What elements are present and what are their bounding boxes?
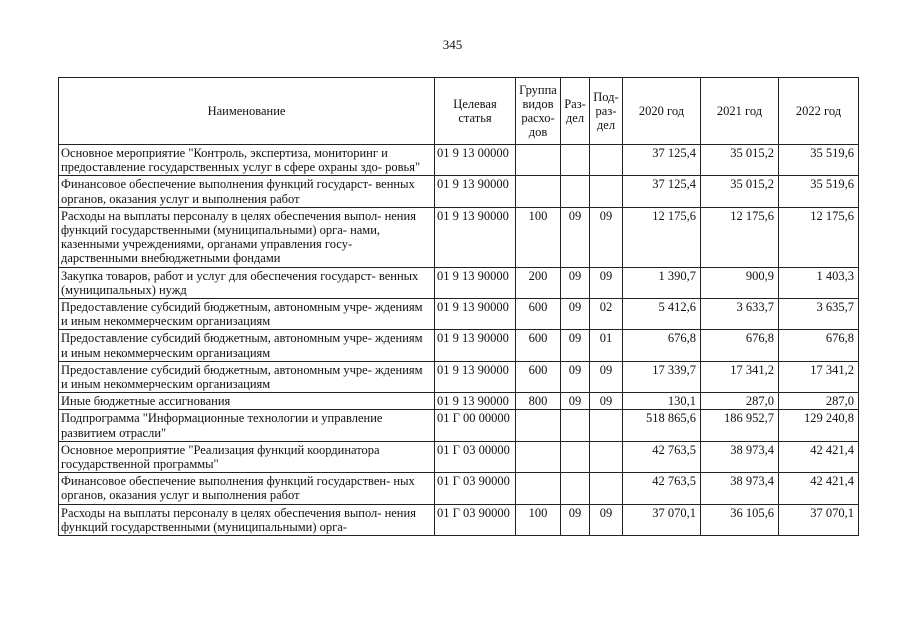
row-section: 09 [561,207,590,267]
row-expense-group [516,410,561,441]
row-section: 09 [561,299,590,330]
row-target-article: 01 Г 00 00000 [435,410,516,441]
row-expense-group [516,145,561,176]
row-amount-2021: 38 973,4 [701,473,779,504]
row-target-article: 01 9 13 90000 [435,299,516,330]
row-amount-2021: 38 973,4 [701,441,779,472]
row-amount-2020: 518 865,6 [623,410,701,441]
row-subsection: 02 [590,299,623,330]
row-section [561,410,590,441]
row-amount-2020: 42 763,5 [623,473,701,504]
row-amount-2021: 17 341,2 [701,361,779,392]
row-name: Основное мероприятие "Контроль, экспертиза, мониторинг и предоставление государственных услуг в сфере охраны здо- ровья" [59,145,435,176]
row-subsection [590,176,623,207]
row-expense-group: 600 [516,361,561,392]
row-expense-group: 200 [516,267,561,298]
row-name: Предоставление субсидий бюджетным, автономным учре- ждениям и иным некоммерческим организациям [59,330,435,361]
table-row [59,267,859,298]
row-amount-2022: 676,8 [779,330,859,361]
row-target-article: 01 9 13 90000 [435,267,516,298]
row-amount-2021: 287,0 [701,393,779,410]
row-amount-2022: 129 240,8 [779,410,859,441]
row-subsection [590,145,623,176]
row-section: 09 [561,504,590,535]
row-amount-2020: 1 390,7 [623,267,701,298]
header-subsection: Под- раз- дел [590,78,623,145]
row-name: Расходы на выплаты персоналу в целях обеспечения выпол- нения функций государственными (муниципальными) орга- нами, казенными учреждениями, органами управления госу- дарственными внебюджетными фондами [59,207,435,267]
row-section: 09 [561,330,590,361]
row-amount-2022: 35 519,6 [779,176,859,207]
row-amount-2020: 676,8 [623,330,701,361]
table-row [59,441,859,472]
row-subsection [590,441,623,472]
header-expense-group: Группа видов расхо- дов [516,78,561,145]
table-row [59,145,859,176]
row-subsection [590,473,623,504]
row-amount-2020: 12 175,6 [623,207,701,267]
row-section: 09 [561,267,590,298]
row-subsection: 09 [590,267,623,298]
row-amount-2022: 1 403,3 [779,267,859,298]
row-expense-group: 100 [516,207,561,267]
row-expense-group: 800 [516,393,561,410]
row-expense-group [516,176,561,207]
row-name: Финансовое обеспечение выполнения функций государствен- ных органов, оказания услуг и выполнения работ [59,473,435,504]
row-amount-2022: 42 421,4 [779,473,859,504]
row-section [561,473,590,504]
row-expense-group [516,473,561,504]
row-subsection: 09 [590,361,623,392]
row-name: Закупка товаров, работ и услуг для обеспечения государст- венных (муниципальных) нужд [59,267,435,298]
row-target-article: 01 9 13 90000 [435,361,516,392]
row-subsection: 09 [590,393,623,410]
row-amount-2022: 3 635,7 [779,299,859,330]
row-subsection: 09 [590,207,623,267]
row-target-article: 01 Г 03 00000 [435,441,516,472]
row-name: Предоставление субсидий бюджетным, автономным учре- ждениям и иным некоммерческим организациям [59,299,435,330]
row-subsection: 01 [590,330,623,361]
row-amount-2022: 287,0 [779,393,859,410]
table-row [59,361,859,392]
row-name: Предоставление субсидий бюджетным, автономным учре- ждениям и иным некоммерческим организациям [59,361,435,392]
row-amount-2021: 900,9 [701,267,779,298]
row-expense-group [516,441,561,472]
row-target-article: 01 9 13 90000 [435,393,516,410]
table-row [59,176,859,207]
row-amount-2020: 37 125,4 [623,145,701,176]
row-section: 09 [561,361,590,392]
header-section: Раз- дел [561,78,590,145]
header-year-2021: 2021 год [701,78,779,145]
row-section: 09 [561,393,590,410]
row-expense-group: 100 [516,504,561,535]
row-amount-2022: 37 070,1 [779,504,859,535]
header-year-2022: 2022 год [779,78,859,145]
row-section [561,176,590,207]
row-amount-2021: 186 952,7 [701,410,779,441]
row-amount-2020: 37 125,4 [623,176,701,207]
row-target-article: 01 9 13 90000 [435,330,516,361]
row-amount-2020: 130,1 [623,393,701,410]
row-section [561,145,590,176]
row-amount-2022: 35 519,6 [779,145,859,176]
row-amount-2020: 37 070,1 [623,504,701,535]
table-row [59,299,859,330]
row-amount-2021: 12 175,6 [701,207,779,267]
table-row [59,410,859,441]
row-target-article: 01 9 13 90000 [435,207,516,267]
table-row [59,393,859,410]
row-target-article: 01 Г 03 90000 [435,504,516,535]
header-target-article: Целевая статья [435,78,516,145]
row-target-article: 01 9 13 90000 [435,176,516,207]
row-target-article: 01 9 13 00000 [435,145,516,176]
table-row [59,473,859,504]
row-subsection: 09 [590,504,623,535]
row-amount-2021: 36 105,6 [701,504,779,535]
row-amount-2022: 12 175,6 [779,207,859,267]
table-row [59,330,859,361]
row-name: Иные бюджетные ассигнования [59,393,435,410]
row-name: Расходы на выплаты персоналу в целях обеспечения выпол- нения функций государственными (муниципальными) орга- [59,504,435,535]
table-row [59,504,859,535]
row-name: Основное мероприятие "Реализация функций координатора государственной программы" [59,441,435,472]
row-amount-2021: 3 633,7 [701,299,779,330]
row-amount-2020: 5 412,6 [623,299,701,330]
row-amount-2021: 35 015,2 [701,145,779,176]
header-name: Наименование [59,78,435,145]
row-target-article: 01 Г 03 90000 [435,473,516,504]
row-name: Финансовое обеспечение выполнения функций государст- венных органов, оказания услуг и выполнения работ [59,176,435,207]
row-amount-2021: 35 015,2 [701,176,779,207]
row-section [561,441,590,472]
header-year-2020: 2020 год [623,78,701,145]
table-row [59,207,859,267]
table-header [59,78,859,145]
row-name: Подпрограмма "Информационные технологии и управление развитием отрасли" [59,410,435,441]
row-amount-2020: 42 763,5 [623,441,701,472]
row-expense-group: 600 [516,299,561,330]
row-subsection [590,410,623,441]
row-amount-2022: 42 421,4 [779,441,859,472]
row-expense-group: 600 [516,330,561,361]
row-amount-2022: 17 341,2 [779,361,859,392]
row-amount-2021: 676,8 [701,330,779,361]
table-body [59,145,859,536]
page-number: 345 [442,37,463,52]
row-amount-2020: 17 339,7 [623,361,701,392]
budget-table [58,77,859,536]
